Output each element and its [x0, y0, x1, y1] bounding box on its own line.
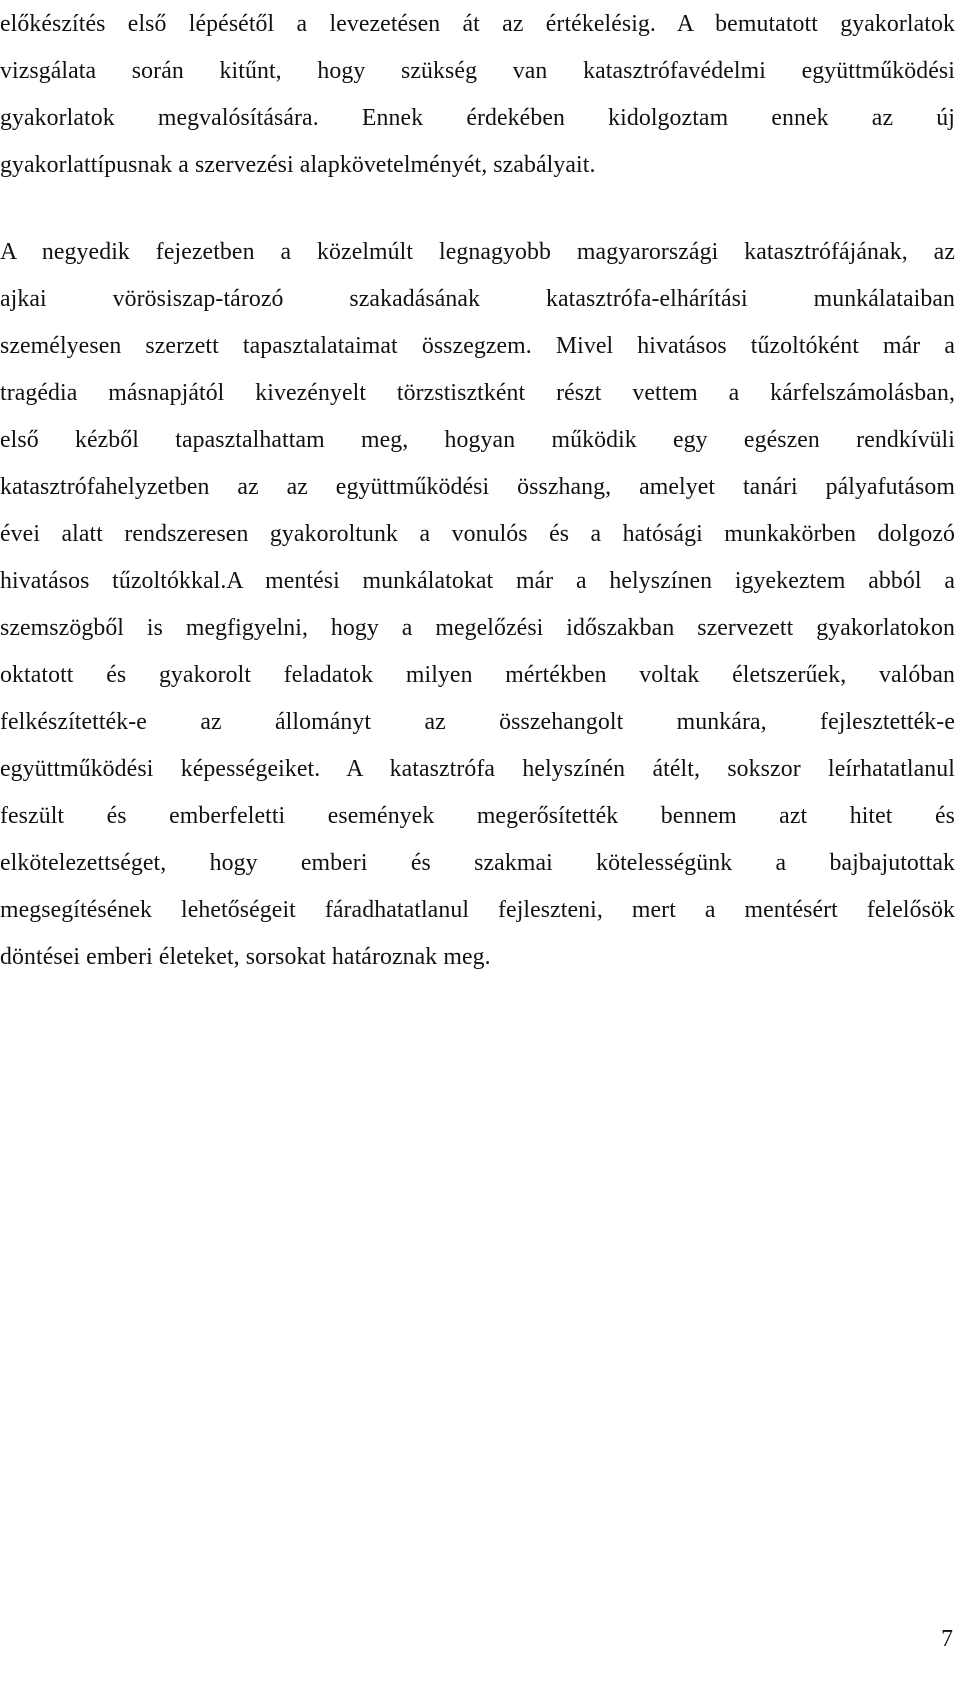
paragraph-line: katasztrófahelyzetben az az együttműködési összhang, amelyet tanári pályafutásom — [0, 474, 955, 500]
paragraph-line: elkötelezettséget, hogy emberi és szakmai kötelességünk a bajbajutottak — [0, 850, 955, 876]
paragraph-2 — [0, 229, 955, 981]
paragraph-line: hivatásos tűzoltókkal.A mentési munkálatokat már a helyszínen igyekeztem abból a — [0, 568, 955, 594]
paragraph-line: felkészítették-e az állományt az összehangolt munkára, fejlesztették-e — [0, 709, 955, 735]
paragraph-line: gyakorlattípusnak a szervezési alapkövetelményét, szabályait. — [0, 152, 596, 178]
paragraph-line: vizsgálata során kitűnt, hogy szükség van katasztrófavédelmi együttműködési — [0, 58, 955, 84]
paragraph-line: oktatott és gyakorolt feladatok milyen mértékben voltak életszerűek, valóban — [0, 662, 955, 688]
paragraph-line: szemszögből is megfigyelni, hogy a megelőzési időszakban szervezett gyakorlatokon — [0, 615, 955, 641]
paragraph-line: évei alatt rendszeresen gyakoroltunk a vonulós és a hatósági munkakörben dolgozó — [0, 521, 955, 547]
paragraph-line: ajkai vörösiszap-tározó szakadásának katasztrófa-elhárítási munkálataiban — [0, 286, 955, 312]
paragraph-line: előkészítés első lépésétől a levezetésen át az értékelésig. A bemutatott gyakorlatok — [0, 11, 955, 37]
paragraph-line: feszült és emberfeletti események megerősítették bennem azt hitet és — [0, 803, 955, 829]
page-number: 7 — [941, 1626, 953, 1652]
paragraph-line: személyesen szerzett tapasztalataimat összegzem. Mivel hivatásos tűzoltóként már a — [0, 333, 955, 359]
paragraph-line: döntései emberi életeket, sorsokat határoznak meg. — [0, 944, 491, 970]
paragraph-line: A negyedik fejezetben a közelmúlt legnagyobb magyarországi katasztrófájának, az — [0, 239, 955, 265]
paragraph-line: gyakorlatok megvalósítására. Ennek érdekében kidolgoztam ennek az új — [0, 105, 955, 131]
paragraph-line: megsegítésének lehetőségeit fáradhatatlanul fejleszteni, mert a mentésért felelősök — [0, 897, 955, 923]
paragraph-1 — [0, 1, 955, 189]
paragraph-line: első kézből tapasztalhattam meg, hogyan működik egy egészen rendkívüli — [0, 427, 955, 453]
paragraph-line: együttműködési képességeiket. A katasztrófa helyszínén átélt, sokszor leírhatatlanul — [0, 756, 955, 782]
paragraph-line: tragédia másnapjától kivezényelt törzstisztként részt vettem a kárfelszámolásban, — [0, 380, 955, 406]
